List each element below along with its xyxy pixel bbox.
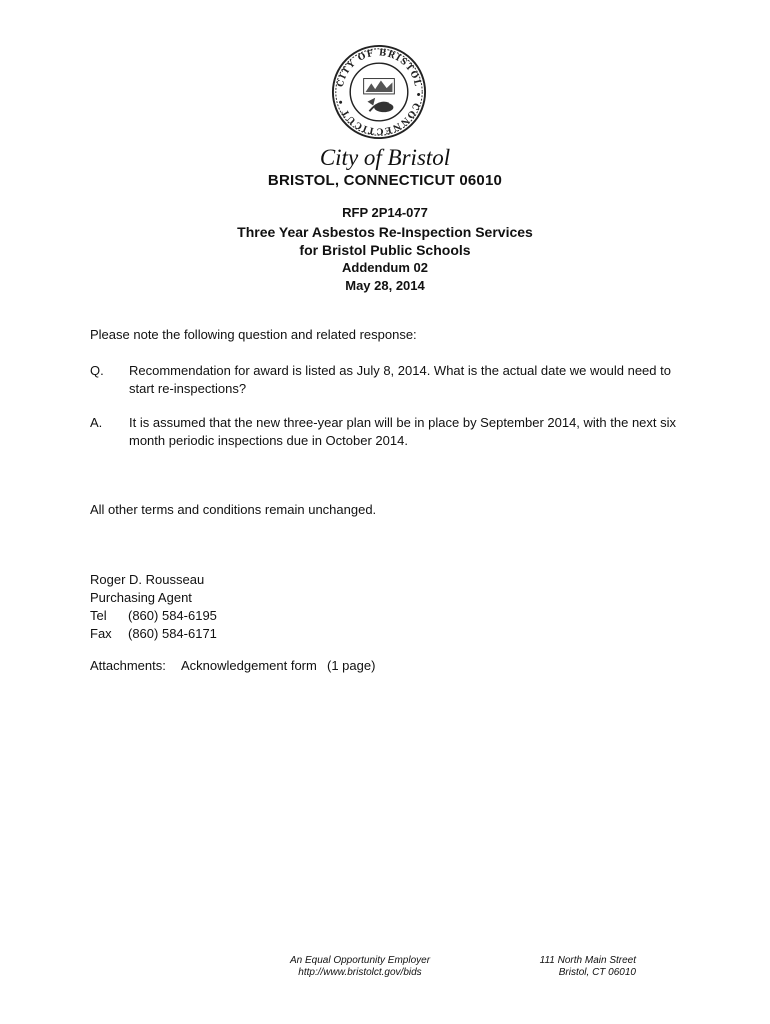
rfp-title-line2: for Bristol Public Schools	[299, 242, 471, 258]
attachment-item: Acknowledgement form	[181, 658, 317, 673]
fax-row	[90, 625, 217, 643]
footer-url: http://www.bristolct.gov/bids	[298, 967, 422, 978]
answer-item	[90, 414, 680, 450]
rfp-number: RFP 2P14-077	[342, 205, 428, 220]
tel-label: Tel	[90, 608, 107, 623]
footer-employer: An Equal Opportunity Employer	[289, 955, 431, 966]
question-marker: Q.	[90, 363, 104, 378]
question-item	[90, 362, 680, 398]
fax-number: (860) 584-6171	[128, 626, 217, 641]
question-text: Recommendation for award is listed as July 8, 2014. What is the actual date we would need to start re-inspections?	[129, 363, 671, 396]
addendum-number: Addendum 02	[342, 260, 428, 275]
attachments-line	[90, 657, 375, 675]
fax-label: Fax	[90, 626, 112, 641]
rfp-heading	[0, 204, 770, 295]
intro-text: Please note the following question and related response:	[90, 327, 417, 342]
attachment-pages: (1 page)	[327, 658, 376, 673]
footer-left	[250, 955, 470, 979]
answer-marker: A.	[90, 415, 103, 430]
city-name: City of Bristol	[319, 145, 451, 170]
city-address: BRISTOL, CONNECTICUT 06010	[267, 172, 503, 189]
footer-right	[500, 955, 636, 979]
footer-city: Bristol, CT 06010	[558, 967, 636, 978]
answer-text: It is assumed that the new three-year plan will be in place by September 2014, with the next six month periodic inspections due in October 2014.	[129, 415, 677, 448]
signature-block	[90, 571, 217, 643]
attachments-label: Attachments:	[90, 658, 166, 673]
addendum-date: May 28, 2014	[345, 278, 425, 293]
rfp-title-line1: Three Year Asbestos Re-Inspection Services	[237, 224, 533, 240]
tel-number: (860) 584-6195	[128, 608, 217, 623]
svg-text:CITY OF BRISTOL • CONNECTICUT: CITY OF BRISTOL • CONNECTICUT •	[335, 48, 423, 136]
footer-street: 111 North Main Street	[539, 955, 636, 966]
city-of-bristol-seal-icon	[331, 44, 427, 140]
closing-text: All other terms and conditions remain unchanged.	[90, 502, 377, 517]
tel-row	[90, 607, 217, 625]
signer-name: Roger D. Rousseau	[90, 572, 205, 587]
signer-title: Purchasing Agent	[90, 590, 192, 605]
